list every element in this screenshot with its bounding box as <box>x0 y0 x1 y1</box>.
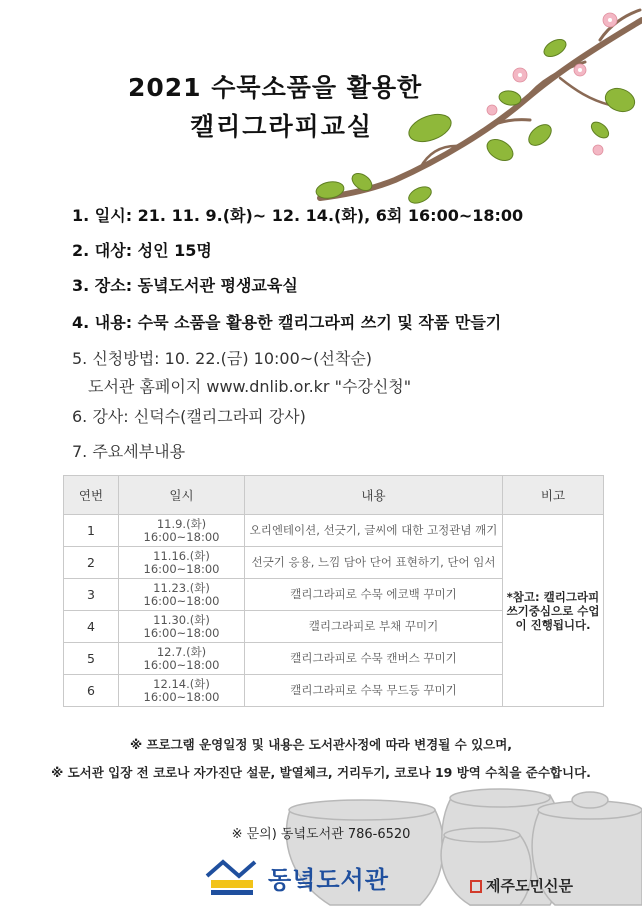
row-content: 선긋기 응용, 느낌 담아 단어 표현하기, 단어 임서 <box>245 547 503 579</box>
row-content: 캘리그라피로 수묵 캔버스 꾸미기 <box>245 643 503 675</box>
contact-info: ※ 문의) 동녘도서관 786-6520 <box>231 827 411 842</box>
header-no: 연번 <box>64 476 119 515</box>
row-datetime <box>119 675 245 707</box>
header-content: 내용 <box>245 476 503 515</box>
info-homepage: 도서관 홈페이지 www.dnlib.or.kr "수강신청" <box>88 377 412 396</box>
row-time: 16:00~18:00 <box>143 689 220 704</box>
info-instructor: 6. 강사: 신덕수(캘리그라피 강사) <box>72 407 306 426</box>
row-time: 16:00~18:00 <box>143 657 220 672</box>
row-no: 3 <box>64 579 119 611</box>
poster-title-line1: 2021 수묵소품을 활용한 <box>128 73 423 102</box>
row-date: 11.9.(화) <box>156 516 207 531</box>
table-row <box>64 515 604 547</box>
row-date: 12.7.(화) <box>156 644 207 659</box>
info-application: 5. 신청방법: 10. 22.(금) 10:00~(선착순) <box>72 349 373 368</box>
row-time: 16:00~18:00 <box>143 625 220 640</box>
row-datetime <box>119 611 245 643</box>
row-date: 11.16.(화) <box>153 548 210 563</box>
row-time: 16:00~18:00 <box>143 593 220 608</box>
row-no: 2 <box>64 547 119 579</box>
row-datetime <box>119 547 245 579</box>
poster-title-line2: 캘리그라피교실 <box>190 112 374 141</box>
row-date: 12.14.(화) <box>153 676 210 691</box>
row-datetime <box>119 643 245 675</box>
table-header-row <box>64 476 604 515</box>
info-details-heading: 7. 주요세부내용 <box>72 442 186 461</box>
row-content: 캘리그라피로 수묵 무드등 꾸미기 <box>245 675 503 707</box>
newspaper-mark-icon <box>470 880 482 893</box>
info-location: 3. 장소: 동녘도서관 평생교육실 <box>72 276 298 295</box>
newspaper-logo <box>470 875 573 896</box>
info-content: 4. 내용: 수묵 소품을 활용한 캘리그라피 쓰기 및 작품 만들기 <box>72 313 502 332</box>
header-note: 비고 <box>503 476 604 515</box>
row-content: 오리엔테이션, 선긋기, 글씨에 대한 고정관념 깨기 <box>245 515 503 547</box>
table-note: *참고: 캘리그라피쓰기중심으로 수업이 진행됩니다. <box>503 515 604 707</box>
newspaper-name: 제주도민신문 <box>486 877 573 895</box>
notice-schedule-change: ※ 프로그램 운영일정 및 내용은 도서관사정에 따라 변경될 수 있으며, <box>129 737 513 752</box>
row-date: 11.30.(화) <box>153 612 210 627</box>
row-time: 16:00~18:00 <box>143 561 220 576</box>
row-no: 1 <box>64 515 119 547</box>
row-content: 캘리그라피로 수묵 에코백 꾸미기 <box>245 579 503 611</box>
library-logo-text: 동녘도서관 <box>268 865 389 894</box>
info-target: 2. 대상: 성인 15명 <box>72 241 212 260</box>
row-no: 4 <box>64 611 119 643</box>
row-no: 5 <box>64 643 119 675</box>
row-content: 캘리그라피로 부채 꾸미기 <box>245 611 503 643</box>
header-date: 일시 <box>119 476 245 515</box>
row-date: 11.23.(화) <box>153 580 210 595</box>
row-no: 6 <box>64 675 119 707</box>
row-datetime <box>119 515 245 547</box>
notice-covid-rules: ※ 도서관 입장 전 코로나 자가진단 설문, 발열체크, 거리두기, 코로나 19 방역 수칙을 준수합니다. <box>51 765 591 780</box>
info-schedule: 1. 일시: 21. 11. 9.(화)~ 12. 14.(화), 6회 16:00~18:00 <box>72 206 524 225</box>
row-time: 16:00~18:00 <box>143 529 220 544</box>
schedule-table <box>63 475 604 707</box>
row-datetime <box>119 579 245 611</box>
